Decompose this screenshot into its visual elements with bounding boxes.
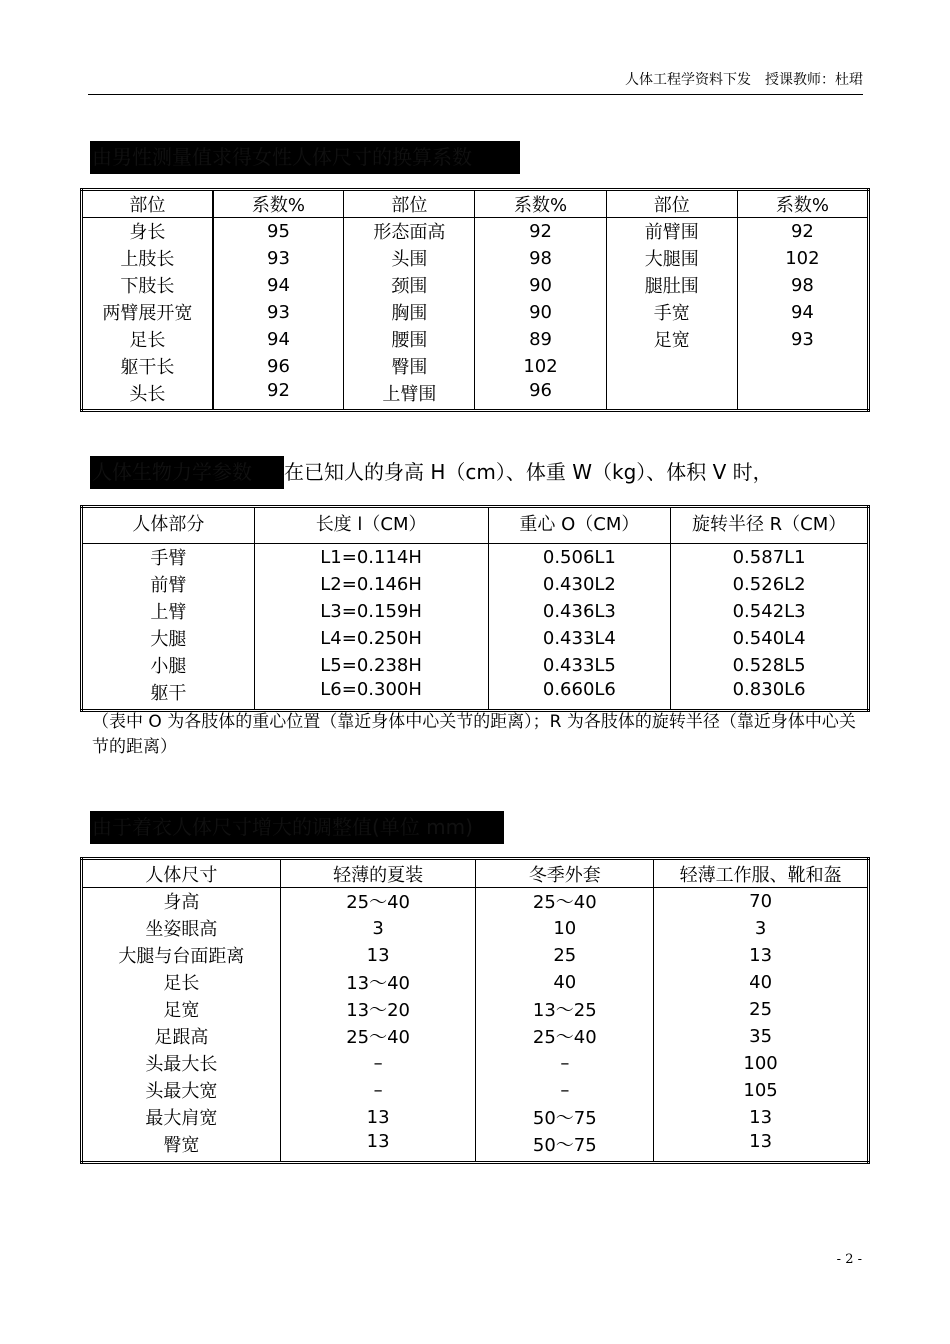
t1-header-cell: 系数% xyxy=(737,190,868,218)
table-cell: 98 xyxy=(475,245,606,272)
t3-header-cell: 人体尺寸 xyxy=(82,859,281,888)
table-row xyxy=(82,942,869,969)
table-cell: 92 xyxy=(213,380,344,411)
table-cell xyxy=(606,380,737,411)
table-row xyxy=(82,652,869,679)
table-cell: L4=0.250H xyxy=(254,625,488,652)
t2-header-cell: 旋转半径 R（CM） xyxy=(671,507,869,544)
table-cell: 腰围 xyxy=(344,326,475,353)
table-cell: L1=0.114H xyxy=(254,544,488,571)
table-cell: 手臂 xyxy=(150,548,187,570)
section1-title: 由男性测量值求得女性人体尺寸的换算系数 xyxy=(90,141,520,174)
table-cell: 40 xyxy=(654,969,869,996)
header-text: 人体工程学资料下发 授课教师：杜珺 xyxy=(625,72,863,88)
table-row xyxy=(82,1077,869,1104)
table-cell: 13 xyxy=(280,1131,476,1163)
table-cell: 25～40 xyxy=(476,888,654,915)
table-cell: 94 xyxy=(737,299,868,326)
table-cell: 头围 xyxy=(344,245,475,272)
table-cell: – xyxy=(476,1050,654,1077)
table-row xyxy=(82,326,869,353)
t1-header-cell: 部位 xyxy=(82,190,213,218)
t2-header-cell: 人体部分 xyxy=(82,507,255,544)
t1-header-cell: 系数% xyxy=(213,190,344,218)
table-cell: 50～75 xyxy=(476,1131,654,1163)
table-cell: 头最大宽 xyxy=(145,1081,218,1102)
table-row xyxy=(82,1050,869,1077)
table-cell: 足长 xyxy=(163,973,200,994)
table-cell: 身高 xyxy=(163,892,200,914)
section3-title: 由于着衣人体尺寸增大的调整值(单位 mm) xyxy=(90,811,504,844)
table-cell: 89 xyxy=(475,326,606,353)
table-cell: 25 xyxy=(654,996,869,1023)
table-row xyxy=(82,969,869,996)
page-header xyxy=(88,70,863,95)
table-cell: 25～40 xyxy=(476,1023,654,1050)
table-row xyxy=(82,888,869,915)
table-cell: 102 xyxy=(475,353,606,380)
table-cell: 13 xyxy=(654,1131,869,1163)
table-cell: 93 xyxy=(213,299,344,326)
table-cell: 25～40 xyxy=(280,888,476,915)
t1-header-cell: 部位 xyxy=(344,190,475,218)
table-cell: 94 xyxy=(213,326,344,353)
table-cell: 手宽 xyxy=(606,299,737,326)
table-cell: 98 xyxy=(737,272,868,299)
table-row xyxy=(82,996,869,1023)
table-cell: 两臂展开宽 xyxy=(102,303,193,324)
section2-intro: 在已知人的身高 H（cm）、体重 W（kg）、体积 V 时， xyxy=(284,460,773,484)
t1-header-cell: 部位 xyxy=(606,190,737,218)
table-cell: – xyxy=(280,1050,476,1077)
table-row xyxy=(82,544,869,571)
table-cell: 胸围 xyxy=(344,299,475,326)
table-cell: 颈围 xyxy=(344,272,475,299)
table-cell: 足跟高 xyxy=(154,1027,209,1048)
table-row xyxy=(82,299,869,326)
table-row xyxy=(82,679,869,711)
table-cell: 90 xyxy=(475,272,606,299)
table-cell: 102 xyxy=(737,245,868,272)
table-cell: 足宽 xyxy=(163,1000,200,1021)
table-cell: 躯干 xyxy=(150,682,187,704)
table-row xyxy=(82,1023,869,1050)
table-cell: 13～20 xyxy=(280,996,476,1023)
table-cell: 100 xyxy=(654,1050,869,1077)
table-cell: 0.540L4 xyxy=(671,625,869,652)
table-cell: 坐姿眼高 xyxy=(145,919,218,940)
table-cell xyxy=(737,380,868,411)
t3-header-cell: 轻薄工作服、靴和盔 xyxy=(654,859,869,888)
table-cell: 35 xyxy=(654,1023,869,1050)
table-cell: 0.528L5 xyxy=(671,652,869,679)
table-cell: 大腿与台面距离 xyxy=(118,946,245,967)
table-cell: 最大肩宽 xyxy=(145,1108,218,1129)
table-cell: L6=0.300H xyxy=(254,679,488,711)
table-row xyxy=(82,245,869,272)
table-cell: 上臂 xyxy=(150,602,187,623)
t1-header-cell: 系数% xyxy=(475,190,606,218)
table-cell: 上肢长 xyxy=(120,249,175,270)
table-cell: 0.660L6 xyxy=(488,679,671,711)
table-cell: 93 xyxy=(737,326,868,353)
table-row xyxy=(82,380,869,411)
table-row xyxy=(82,1104,869,1131)
table-cell: 臀宽 xyxy=(163,1134,200,1156)
table-cell: 3 xyxy=(280,915,476,942)
table-cell: 3 xyxy=(654,915,869,942)
biomechanics-table xyxy=(80,505,870,712)
t2-header-cell: 重心 O（CM） xyxy=(488,507,671,544)
table-row xyxy=(82,353,869,380)
table-cell: 形态面高 xyxy=(344,218,475,245)
table-cell: 93 xyxy=(213,245,344,272)
table-row xyxy=(82,915,869,942)
table-row xyxy=(82,625,869,652)
table-cell: 前臂围 xyxy=(606,218,737,245)
table-cell: 身长 xyxy=(129,222,166,244)
table-cell: 头长 xyxy=(129,383,166,405)
conversion-coefficient-table xyxy=(80,188,870,412)
section2-title: 人体生物力学参数 xyxy=(90,456,284,489)
table-cell: 105 xyxy=(654,1077,869,1104)
table-cell: L5=0.238H xyxy=(254,652,488,679)
table-cell: 13 xyxy=(280,1104,476,1131)
table-cell: 大腿围 xyxy=(606,245,737,272)
table-cell: L2=0.146H xyxy=(254,571,488,598)
clothing-adjustment-table xyxy=(80,857,870,1164)
table-cell: 0.526L2 xyxy=(671,571,869,598)
table-cell: 0.436L3 xyxy=(488,598,671,625)
t3-header-cell: 轻薄的夏装 xyxy=(280,859,476,888)
t3-header-cell: 冬季外套 xyxy=(476,859,654,888)
page-number: - 2 - xyxy=(836,1252,862,1267)
table-cell: 足宽 xyxy=(606,326,737,353)
table-cell: – xyxy=(476,1077,654,1104)
table-cell: 0.542L3 xyxy=(671,598,869,625)
table-note: （表中 O 为各肢体的重心位置（靠近身体中心关节的距离）；R 为各肢体的旋转半径（靠近身体中心关节的距离） xyxy=(92,712,856,757)
table-cell: 13～25 xyxy=(476,996,654,1023)
t2-header-cell: 长度 l（CM） xyxy=(254,507,488,544)
table-cell xyxy=(606,353,737,380)
table-row xyxy=(82,218,869,245)
table-row xyxy=(82,1131,869,1163)
table-cell: 92 xyxy=(475,218,606,245)
table-cell: 小腿 xyxy=(150,656,187,677)
table-cell: 13 xyxy=(654,1104,869,1131)
table-row xyxy=(82,598,869,625)
table-cell: 10 xyxy=(476,915,654,942)
table-cell: 腿肚围 xyxy=(606,272,737,299)
table-cell: 0.433L5 xyxy=(488,652,671,679)
table-cell: 70 xyxy=(654,888,869,915)
table-cell: 上臂围 xyxy=(344,380,475,411)
table-row xyxy=(82,272,869,299)
table-cell: 0.433L4 xyxy=(488,625,671,652)
table-cell: 25 xyxy=(476,942,654,969)
table-cell: 13～40 xyxy=(280,969,476,996)
table-cell: L3=0.159H xyxy=(254,598,488,625)
table-cell: 90 xyxy=(475,299,606,326)
table-cell: 下肢长 xyxy=(120,276,175,297)
table-cell: 前臂 xyxy=(150,575,187,596)
table-cell: – xyxy=(280,1077,476,1104)
table-cell: 96 xyxy=(213,353,344,380)
table-cell: 0.587L1 xyxy=(671,544,869,571)
table-cell: 大腿 xyxy=(150,629,187,650)
table-cell: 臀围 xyxy=(344,353,475,380)
table-cell: 13 xyxy=(654,942,869,969)
table-cell: 足长 xyxy=(129,330,166,351)
table-cell: 0.830L6 xyxy=(671,679,869,711)
table-cell: 25～40 xyxy=(280,1023,476,1050)
table-cell: 躯干长 xyxy=(120,357,175,378)
table-row xyxy=(82,571,869,598)
table-cell: 13 xyxy=(280,942,476,969)
table-cell xyxy=(737,353,868,380)
table-cell: 92 xyxy=(737,218,868,245)
table-cell: 40 xyxy=(476,969,654,996)
table-cell: 50～75 xyxy=(476,1104,654,1131)
table-cell: 94 xyxy=(213,272,344,299)
table-cell: 头最大长 xyxy=(145,1054,218,1075)
table-cell: 0.430L2 xyxy=(488,571,671,598)
table-cell: 0.506L1 xyxy=(488,544,671,571)
table-cell: 95 xyxy=(213,218,344,245)
table-cell: 96 xyxy=(475,380,606,411)
